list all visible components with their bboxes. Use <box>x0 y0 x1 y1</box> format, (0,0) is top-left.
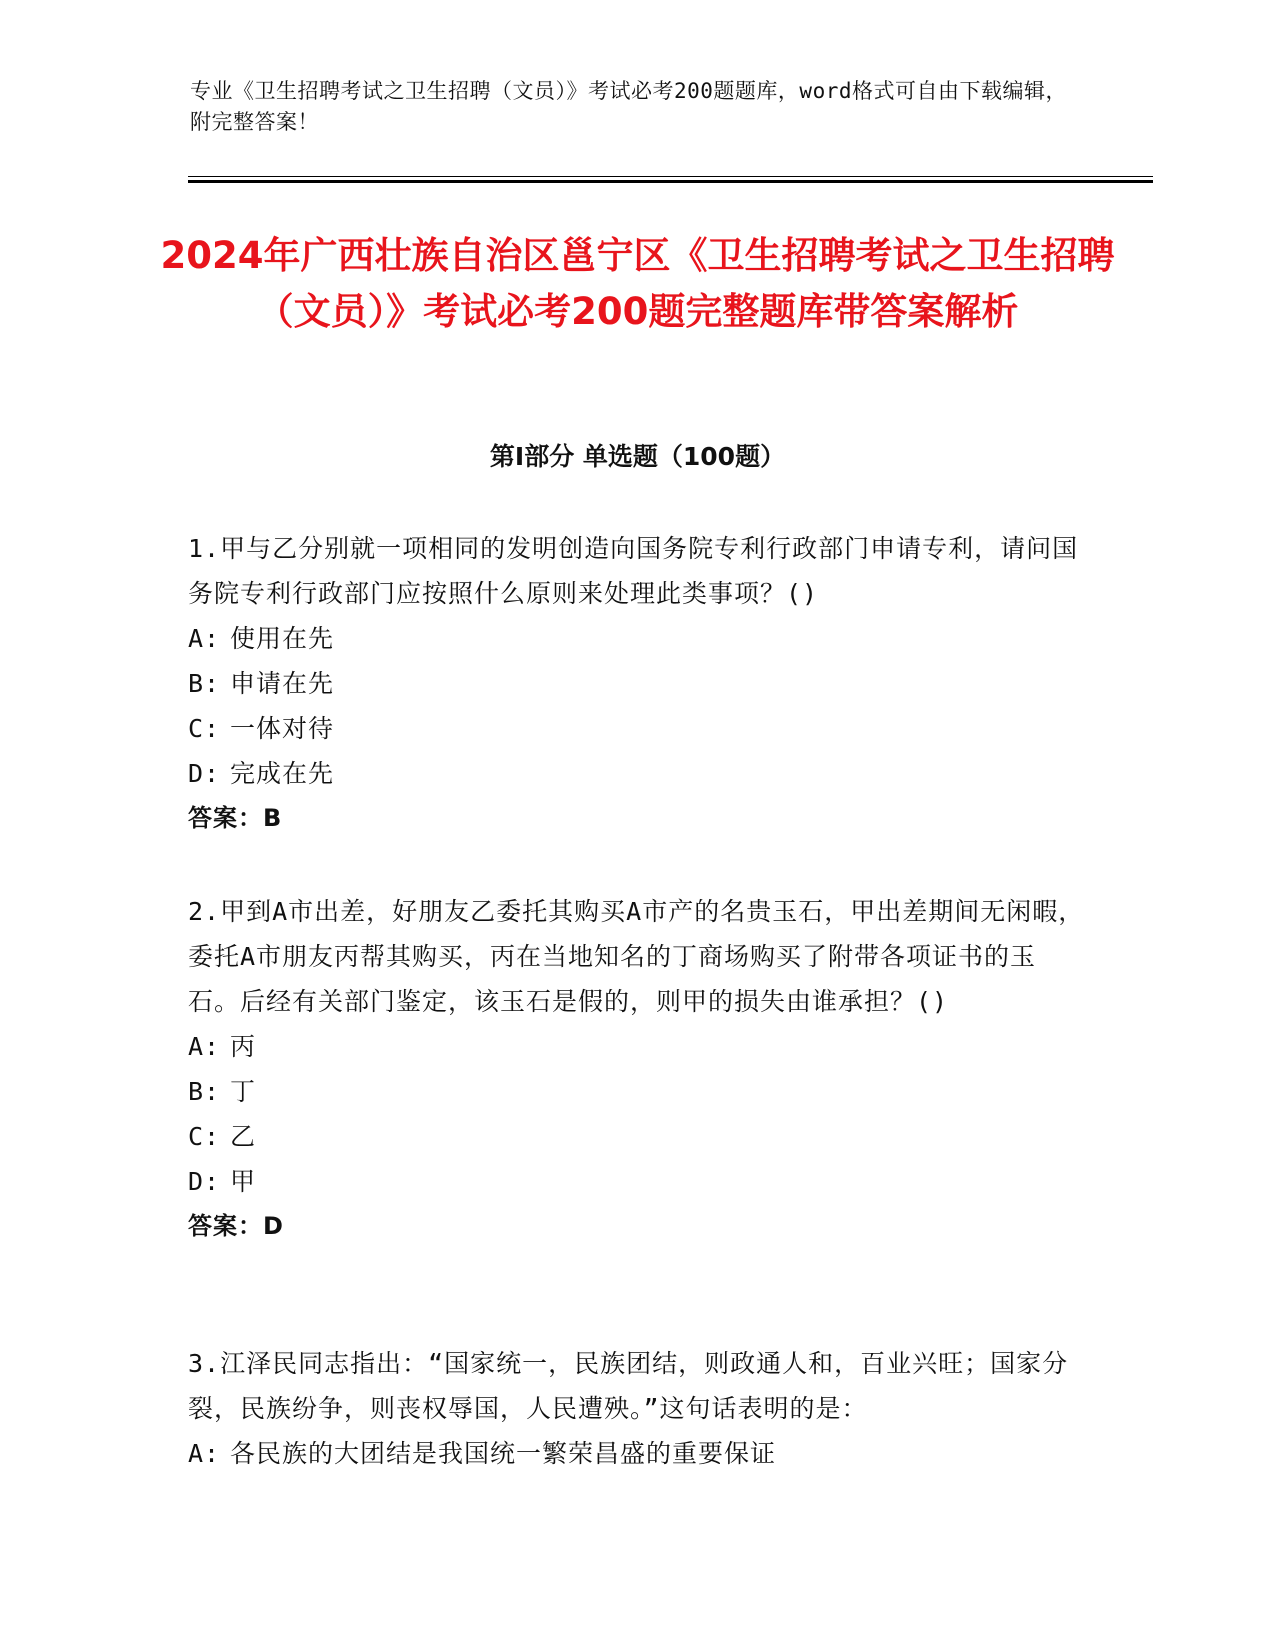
option-text: 申请在先 <box>230 669 335 698</box>
option-letter: B: <box>188 669 221 698</box>
question-2 <box>188 889 1088 1249</box>
header-divider-thick <box>188 180 1153 183</box>
option-c <box>188 706 1088 751</box>
answer-line: 答案：B <box>188 804 283 832</box>
option-text: 乙 <box>230 1122 257 1151</box>
option-d <box>188 1159 1088 1204</box>
option-text: 使用在先 <box>230 624 335 653</box>
option-letter: D: <box>188 1167 221 1196</box>
header-divider-thin <box>188 176 1153 177</box>
section-heading: 第Ⅰ部分 单选题（100题） <box>489 442 786 471</box>
option-b <box>188 1069 1088 1114</box>
option-text: 各民族的大团结是我国统一繁荣昌盛的重要保证 <box>230 1439 777 1468</box>
option-letter: B: <box>188 1077 221 1106</box>
option-a <box>188 1431 1088 1476</box>
document-title: 2024年广西壮族自治区邕宁区《卫生招聘考试之卫生招聘（文员）》考试必考200题完整题库带答案解析 <box>160 234 1115 333</box>
option-letter: C: <box>188 714 221 743</box>
option-b <box>188 661 1088 706</box>
option-letter: C: <box>188 1122 221 1151</box>
option-text: 完成在先 <box>230 759 335 788</box>
option-letter: D: <box>188 759 221 788</box>
option-d <box>188 751 1088 796</box>
question-3 <box>188 1341 1088 1476</box>
option-text: 丙 <box>230 1032 257 1061</box>
answer-line: 答案：D <box>188 1212 284 1240</box>
question-text: 3.江泽民同志指出：“国家统一，民族团结，则政通人和，百业兴旺；国家分裂，民族纷争，则丧权辱国，人民遭殃。”这句话表明的是： <box>188 1349 1069 1423</box>
option-letter: A: <box>188 1439 221 1468</box>
option-letter: A: <box>188 1032 221 1061</box>
option-c <box>188 1114 1088 1159</box>
question-text: 2.甲到A市出差，好朋友乙委托其购买A市产的名贵玉石，甲出差期间无闲暇，委托A市朋友丙帮其购买，丙在当地知名的丁商场购买了附带各项证书的玉石。后经有关部门鉴定，该玉石是假的，则甲的损失由谁承担？() <box>188 897 1085 1016</box>
header-note: 专业《卫生招聘考试之卫生招聘（文员）》考试必考200题题库，word格式可自由下载编辑，附完整答案！ <box>190 79 1067 134</box>
option-a <box>188 616 1088 661</box>
option-text: 甲 <box>230 1167 257 1196</box>
option-text: 一体对待 <box>230 714 335 743</box>
question-1 <box>188 526 1088 841</box>
option-text: 丁 <box>230 1077 257 1106</box>
question-text: 1.甲与乙分别就一项相同的发明创造向国务院专利行政部门申请专利，请问国务院专利行政部门应按照什么原则来处理此类事项？() <box>188 534 1079 608</box>
option-letter: A: <box>188 624 221 653</box>
option-a <box>188 1024 1088 1069</box>
